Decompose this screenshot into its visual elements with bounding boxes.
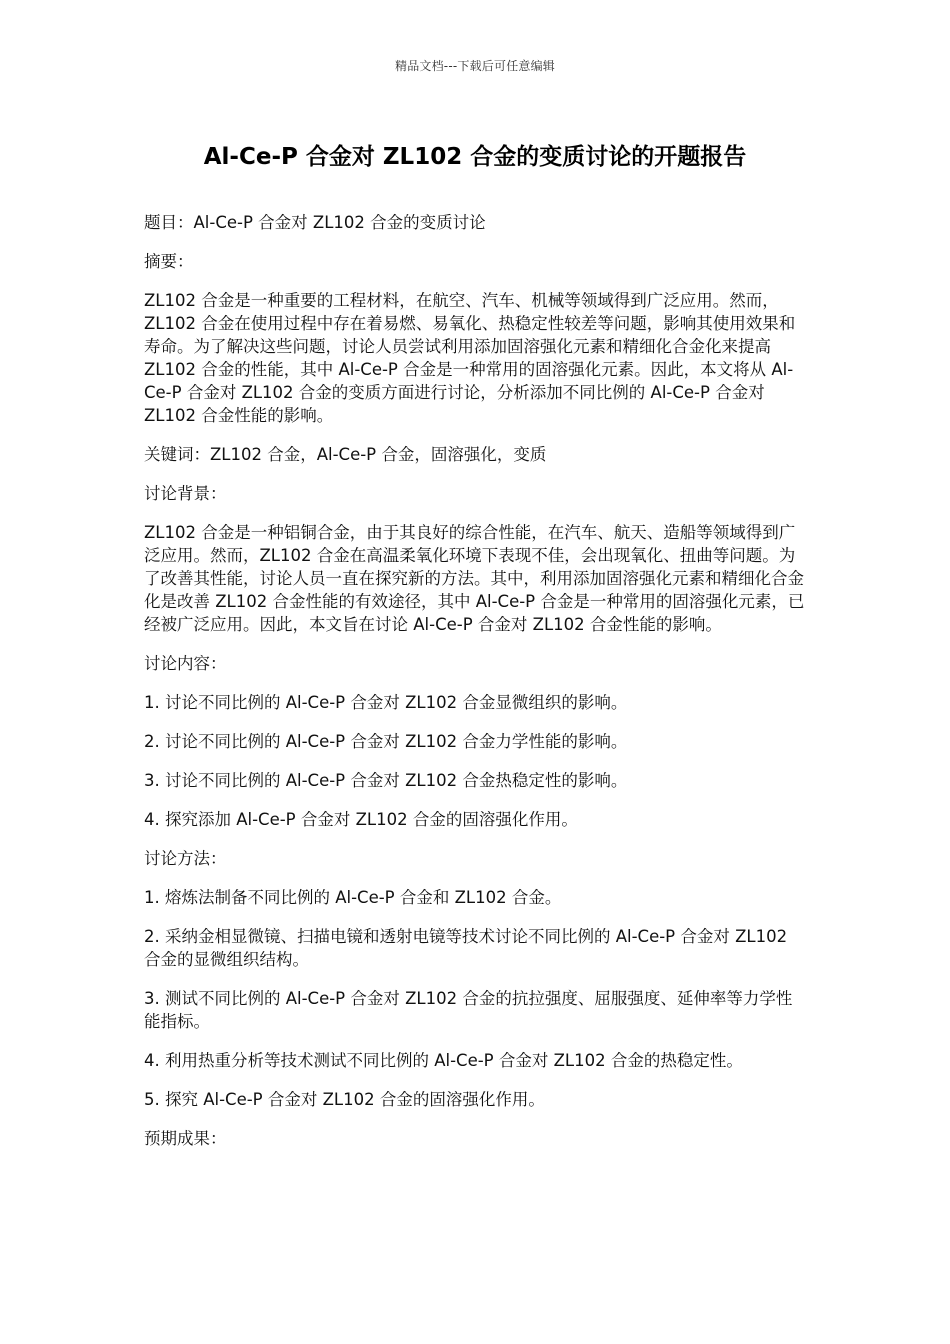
results-heading: 预期成果： xyxy=(144,1129,227,1148)
document-title: Al-Ce-P 合金对 ZL102 合金的变质讨论的开题报告 xyxy=(203,144,747,170)
background-heading: 讨论背景： xyxy=(144,484,227,503)
method-item: 3. 测试不同比例的 Al-Ce-P 合金对 ZL102 合金的抗拉强度、屈服强度、延伸率等力学性能指标。 xyxy=(144,989,793,1031)
content-heading: 讨论内容： xyxy=(144,654,227,673)
content-item: 4. 探究添加 Al-Ce-P 合金对 ZL102 合金的固溶强化作用。 xyxy=(144,810,578,829)
content-item: 2. 讨论不同比例的 Al-Ce-P 合金对 ZL102 合金力学性能的影响。 xyxy=(144,732,628,751)
method-item: 1. 熔炼法制备不同比例的 Al-Ce-P 合金和 ZL102 合金。 xyxy=(144,888,562,907)
abstract-text: ZL102 合金是一种重要的工程材料，在航空、汽车、机械等领域得到广泛应用。然而，ZL102 合金在使用过程中存在着易燃、易氧化、热稳定性较差等问题，影响其使用效果和寿命。为了解决这些问题，讨论人员尝试利用添加固溶强化元素和精细化合金化来提高 ZL102 合金的性能，其中 Al-Ce-P 合金是一种常用的固溶强化元素。因此，本文将从 Al-Ce-P 合金对 ZL102 合金的变质方面进行讨论，分析添加不同比例的 Al-Ce-P 合金对 ZL102 合金性能的影响。 xyxy=(144,291,796,425)
method-heading: 讨论方法： xyxy=(144,849,227,868)
keywords-line: 关键词：ZL102 合金，Al-Ce-P 合金，固溶强化，变质 xyxy=(144,445,547,464)
topic-line: 题目：Al-Ce-P 合金对 ZL102 合金的变质讨论 xyxy=(144,213,486,232)
method-item: 2. 采纳金相显微镜、扫描电镜和透射电镜等技术讨论不同比例的 Al-Ce-P 合金对 ZL102 合金的显微组织结构。 xyxy=(144,927,788,969)
header-note: 精品文档---下载后可任意编辑 xyxy=(395,59,555,73)
background-text: ZL102 合金是一种铝铜合金，由于其良好的综合性能，在汽车、航天、造船等领域得到广泛应用。然而，ZL102 合金在高温柔氧化环境下表现不佳，会出现氧化、扭曲等问题。为了改善其性能，讨论人员一直在探究新的方法。其中，利用添加固溶强化元素和精细化合金化是改善 ZL102 合金性能的有效途径，其中 Al-Ce-P 合金是一种常用的固溶强化元素，已经被广泛应用。因此，本文旨在讨论 Al-Ce-P 合金对 ZL102 合金性能的影响。 xyxy=(144,523,805,634)
method-item: 4. 利用热重分析等技术测试不同比例的 Al-Ce-P 合金对 ZL102 合金的热稳定性。 xyxy=(144,1051,743,1070)
document-body xyxy=(144,211,808,1166)
content-item: 3. 讨论不同比例的 Al-Ce-P 合金对 ZL102 合金热稳定性的影响。 xyxy=(144,771,628,790)
abstract-heading: 摘要： xyxy=(144,252,194,271)
content-item: 1. 讨论不同比例的 Al-Ce-P 合金对 ZL102 合金显微组织的影响。 xyxy=(144,693,628,712)
method-item: 5. 探究 Al-Ce-P 合金对 ZL102 合金的固溶强化作用。 xyxy=(144,1090,545,1109)
